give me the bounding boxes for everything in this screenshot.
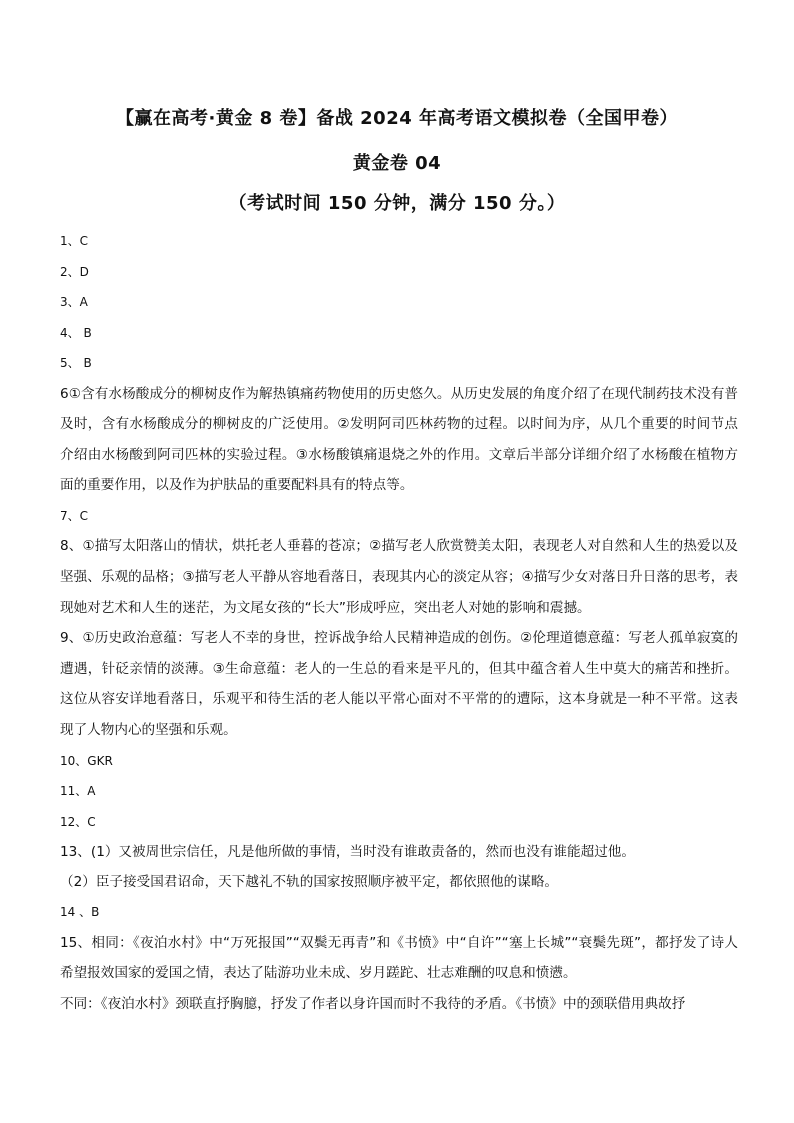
answer-3: 3、A [60, 295, 88, 309]
exam-info: （考试时间 150 分钟，满分 150 分。） [228, 193, 566, 214]
answer-11: 11、A [60, 784, 96, 799]
answer-7: 7、C [60, 508, 89, 523]
answer-8: 8、①描写太阳落山的情状，烘托老人垂暮的苍凉；②描写老人欣赏赞美太阳，表现老人对自然和人生的热爱以及坚强、乐观的品格；③描写老人平静从容地看落日，表现其内心的淡定从容；④描写少女对落日升日落的思考，表现她对艺术和人生的迷茫，为文尾女孩的“长大”形成呼应，突出老人对她的影响和震撼。 [60, 538, 738, 616]
answer-13-part-2: （2）臣子接受国君诏命，天下越礼不轨的国家按照顺序被平定，都依照他的谋略。 [60, 874, 559, 891]
answer-5: 5、 B [60, 356, 92, 370]
answer-2: 2、D [60, 264, 89, 279]
answer-4: 4、 B [60, 325, 92, 340]
answer-15-difference: 不同：《夜泊水村》颈联直抒胸臆，抒发了作者以身许国而时不我待的矛盾。《书愤》中的颈联借用典故抒 [60, 995, 686, 1012]
answer-1: 1、C [60, 234, 89, 248]
answer-13-part-1: 13、(1）又被周世宗信任，凡是他所做的事情，当时没有谁敢责备的，然而也没有谁能超过他。 [60, 844, 635, 861]
exam-title: 【赢在高考·黄金 8 卷】备战 2024 年高考语文模拟卷（全国甲卷） [115, 108, 679, 129]
answer-10: 10、GKR [60, 753, 113, 768]
answer-14: 14 、B [60, 905, 100, 920]
answer-9: 9、①历史政治意蕴：写老人不幸的身世，控诉战争给人民精神造成的创伤。②伦理道德意蕴：写老人孤单寂寞的遭遇，针砭亲情的淡薄。③生命意蕴：老人的一生总的看来是平凡的，但其中蕴含着人生中莫大的痛苦和挫折。这位从容安详地看落日，乐观平和待生活的老人能以平常心面对不平常的的遭际，这本身就是一种不平常。这表现了人物内心的坚强和乐观。 [60, 630, 738, 738]
answer-12: 12、C [60, 814, 96, 829]
answer-6: 6①含有水杨酸成分的柳树皮作为解热镇痛药物使用的历史悠久。从历史发展的角度介绍了在现代制药技术没有普及时，含有水杨酸成分的柳树皮的广泛使用。②发明阿司匹林药物的过程。以时间为序，从几个重要的时间节点介绍由水杨酸到阿司匹林的实验过程。③水杨酸镇痛退烧之外的作用。文章后半部分详细介绍了水杨酸在植物方面的重要作用，以及作为护肤品的重要配料具有的特点等。 [60, 385, 738, 494]
answer-list [60, 226, 738, 1019]
answer-15-similarity: 15、相同：《夜泊水村》中“万死报国”“双鬓无再青”和《书愤》中“自许”“塞上长城”“衰鬓先斑”，都抒发了诗人希望报效国家的爱国之情，表达了陆游功业未成、岁月蹉跎、壮志难酬的叹息和愤懑。 [60, 934, 738, 982]
exam-subtitle: 黄金卷 04 [352, 153, 442, 174]
